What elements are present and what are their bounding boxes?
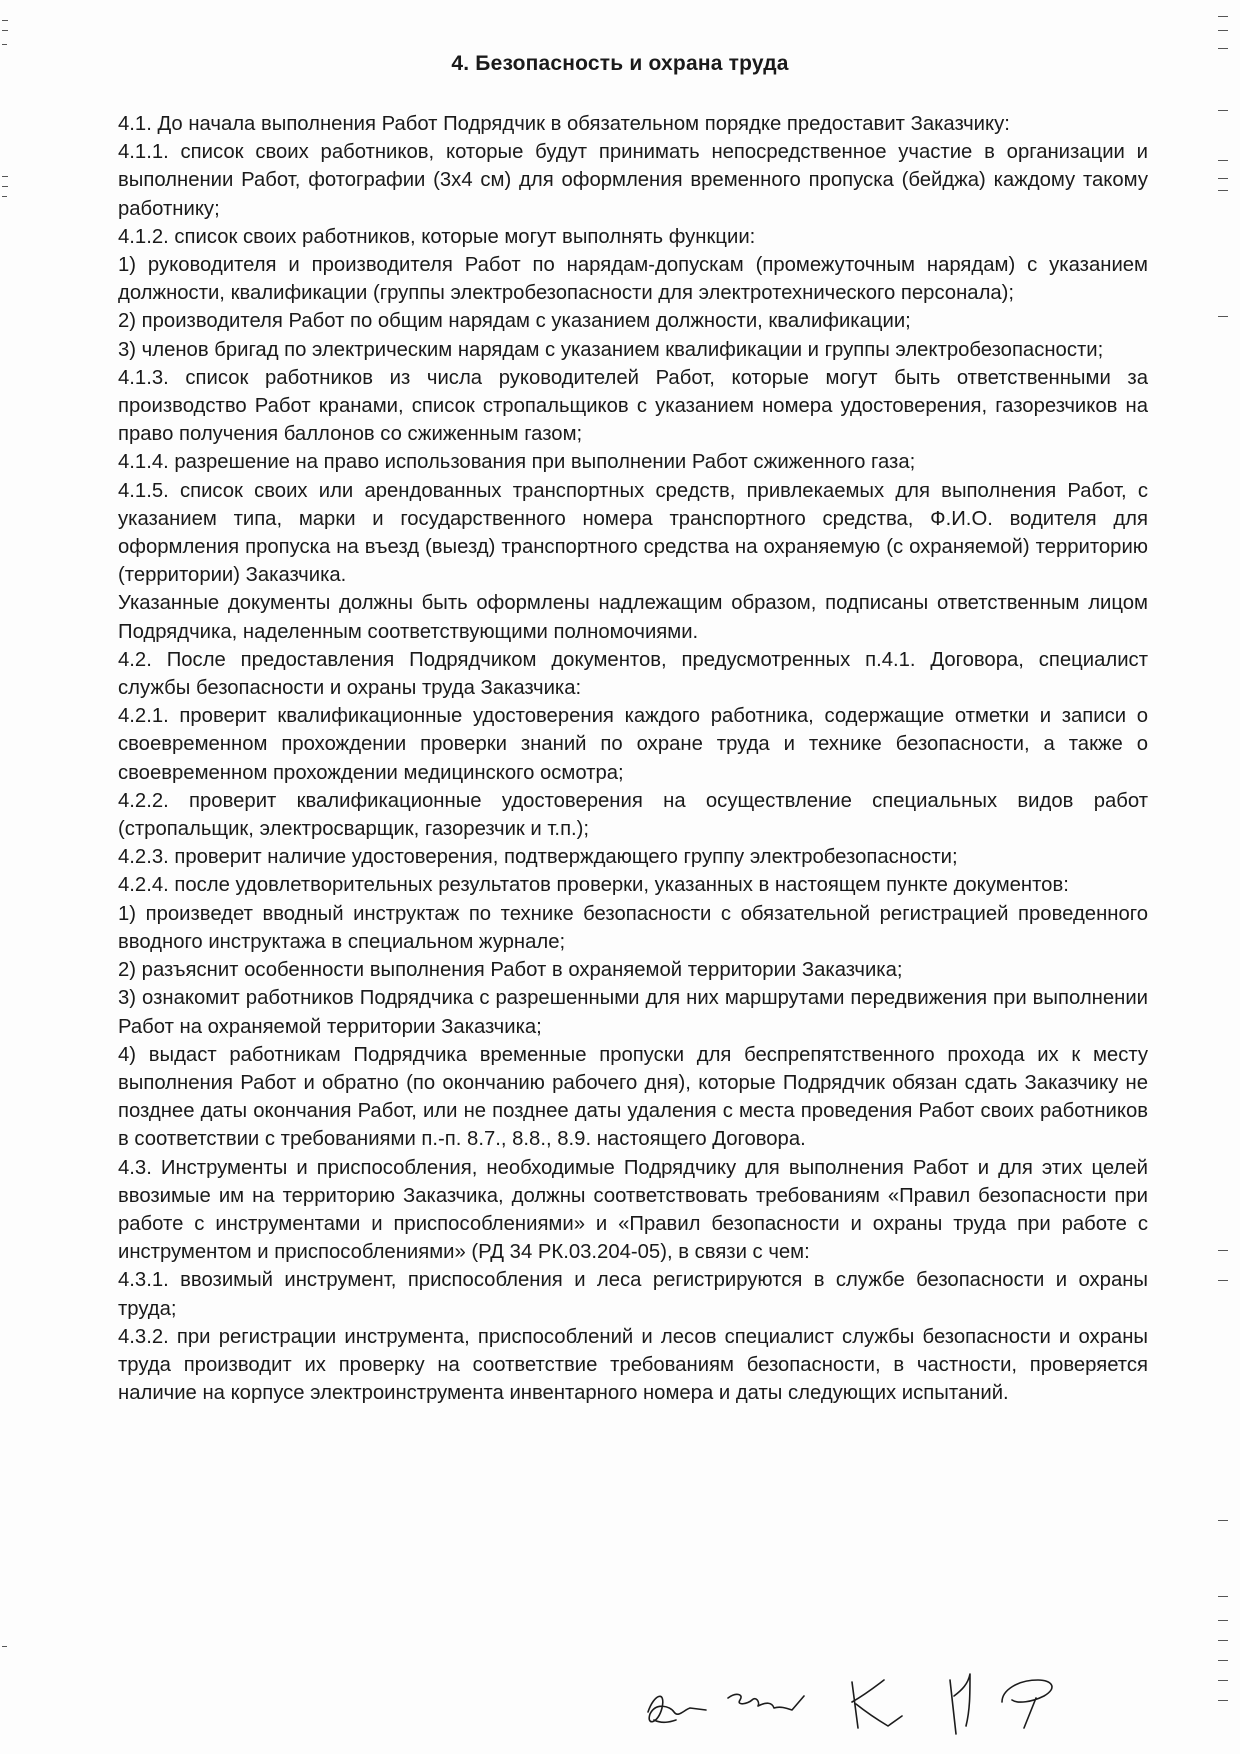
handwritten-signatures [640,1650,1200,1750]
signature-1 [648,1696,706,1721]
paragraph-4-3: 4.3. Инструменты и приспособления, необходимые Подрядчику для выполнения Работ и для этих целей ввозимые им на территорию Заказчика, должны соответствовать требованиям «Правил безопасности при работе с инструментами и приспособлениями» и «Правил безопасности и охраны труда при работе с инструментом и приспособлениями» (РД 34 РК.03.204-05), в связи с чем: [118,1156,1148,1264]
paragraph-4-2-1: 4.2.1. проверит квалификационные удостоверения каждого работника, содержащие отметки и записи о своевременном прохождении проверки знаний по охране труда и технике безопасности, а также о своевременном прохождении медицинского осмотра; [118,705,1148,784]
paragraph-4-1-1: 4.1.1. список своих работников, которые будут принимать непосредственное участие в организации и выполнении Работ, фотографии (3х4 см) для оформления временного пропуска (бейджа) каждому такому работнику; [118,141,1148,220]
section-title: 4. Безопасность и охрана труда [451,52,789,75]
paragraph-4-2-4-item-2: 2) разъяснит особенности выполнения Работ в охраняемой территории Заказчика; [118,959,903,982]
paragraph-4-3-1: 4.3.1. ввозимый инструмент, приспособления и леса регистрируются в службе безопасности и охраны труда; [118,1269,1148,1320]
paragraph-4-3-2: 4.3.2. при регистрации инструмента, приспособлений и лесов специалист службы безопасности и охраны труда производит их проверку на соответствие требованиям безопасности, в частности, проверяется наличие на корпусе электроинструмента инвентарного номера и даты следующих испытаний. [118,1325,1148,1405]
paragraph-4-1-2-item-3: 3) членов бригад по электрическим нарядам с указанием квалификации и группы электробезопасности; [118,338,1104,361]
paragraph-4-2-2: 4.2.2. проверит квалификационные удостоверения на осуществление специальных видов работ (стропальщик, электросварщик, газорезчик и т.п.); [118,789,1148,841]
paragraph-4-2-4-item-4: 4) выдаст работникам Подрядчика временные пропуски для беспрепятственного прохода их к месту выполнения Работ и обратно (по окончанию рабочего дня), которые Подрядчик обязан сдать Заказчику не позднее даты окончания Работ, или не позднее даты удаления с места проведения Работ своих работников в соответствии с требованиями п.-п. 8.7., 8.8., 8.9. настоящего Договора. [118,1043,1148,1151]
paragraph-4-1: 4.1. До начала выполнения Работ Подрядчик в обязательном порядке предоставит Заказчику: [118,113,1010,135]
body-text [118,110,1148,1407]
paragraph-4-2: 4.2. После предоставления Подрядчиком документов, предусмотренных п.4.1. Договора, специалист службы безопасности и охраны труда Заказчика: [118,648,1148,700]
signature-4 [950,1674,970,1734]
paragraph-4-1-4: 4.1.4. разрешение на право использования при выполнении Работ сжиженного газа; [118,451,916,474]
paragraph-documents-note: Указанные документы должны быть оформлены надлежащим образом, подписаны ответственным лицом Подрядчика, наделенным соответствующими полномочиями. [118,592,1148,643]
paragraph-4-2-4-item-1: 1) произведет вводный инструктаж по технике безопасности с обязательной регистрацией проведенного вводного инструктажа в специальном журнале; [118,902,1148,953]
signature-5 [1002,1680,1052,1728]
paragraph-4-1-2: 4.1.2. список своих работников, которые могут выполнять функции: [118,225,756,248]
paragraph-4-1-3: 4.1.3. список работников из числа руководителей Работ, которые могут быть ответственными за производство Работ кранами, список стропальщиков с указанием номера удостоверения, газорезчиков на право получения баллонов со сжиженным газом; [118,366,1148,446]
left-margin-marks [2,0,16,1754]
signature-3 [852,1680,902,1728]
paragraph-4-1-2-item-2: 2) производителя Работ по общим нарядам с указанием должности, квалификации; [118,310,911,333]
paragraph-4-1-5: 4.1.5. список своих или арендованных транспортных средств, привлекаемых для выполнения Работ, с указанием типа, марки и государственного номера транспортного средства, Ф.И.О. водителя для оформления пропуска на въезд (выезд) транспортного средства на охраняемую (с охраняемой) территорию (территории) Заказчика. [118,479,1148,587]
right-margin-marks [1218,0,1232,1754]
paragraph-4-2-4: 4.2.4. после удовлетворительных результатов проверки, указанных в настоящем пункте документов: [118,874,1069,897]
paragraph-4-2-4-item-3: 3) ознакомит работников Подрядчика с разрешенными для них маршрутами передвижения при выполнении Работ на охраняемой территории Заказчика; [118,987,1148,1038]
signature-2 [728,1694,804,1710]
paragraph-4-2-3: 4.2.3. проверит наличие удостоверения, подтверждающего группу электробезопасности; [118,846,958,869]
paragraph-4-1-2-item-1: 1) руководителя и производителя Работ по нарядам-допускам (промежуточным нарядам) с указанием должности, квалификации (группы электробезопасности для электротехнического персонала); [118,254,1148,305]
